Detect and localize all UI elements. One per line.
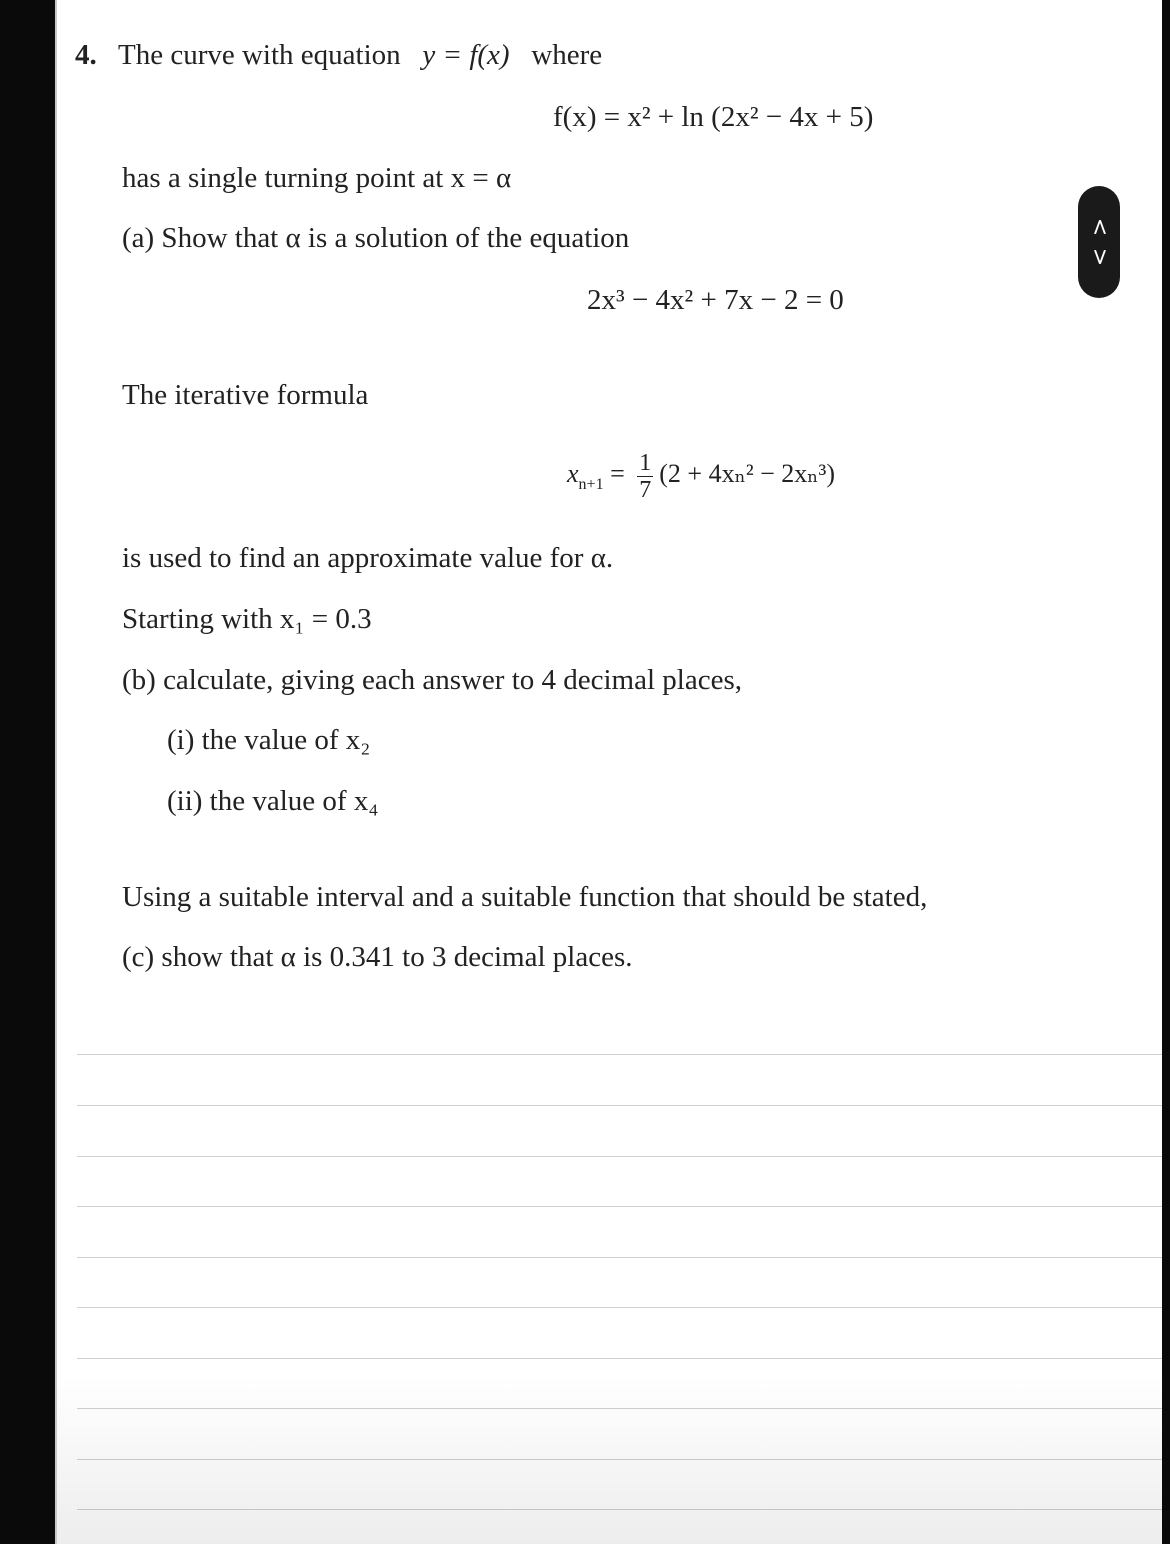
chevron-down-icon[interactable]: > [1087, 247, 1112, 267]
answer-line [77, 1156, 1162, 1157]
cubic-equation: 2x³ − 4x² + 7x − 2 = 0 [587, 284, 844, 316]
exam-page [55, 0, 1162, 1544]
iter-lhs-sub: n+1 [578, 476, 604, 493]
answer-line [77, 1054, 1162, 1055]
where-word: where [531, 39, 603, 71]
answer-line [77, 1408, 1162, 1409]
fraction-numerator: 1 [639, 449, 652, 476]
curve-equation: y = f(x) [422, 39, 510, 71]
question-number: 4. [75, 39, 97, 71]
answer-line [77, 1307, 1162, 1308]
starting-text: Starting with x₁ = 0.3 [122, 603, 372, 635]
turning-point-text: has a single turning point at x = α [122, 162, 512, 194]
part-c-text: (c) show that α is 0.341 to 3 decimal places. [122, 941, 633, 973]
iterative-formula [567, 444, 835, 504]
page-navigation[interactable] [1078, 186, 1120, 298]
fraction [637, 451, 653, 502]
part-a-text: (a) Show that α is a solution of the equation [122, 222, 630, 254]
iterative-intro: The iterative formula [122, 379, 369, 411]
fraction-denominator: 7 [639, 476, 652, 503]
interval-text: Using a suitable interval and a suitable function that should be stated, [122, 881, 928, 913]
answer-line [77, 1105, 1162, 1106]
iter-lhs: x [567, 459, 579, 488]
iter-equals: = [610, 459, 625, 488]
used-text: is used to find an approximate value for α. [122, 542, 614, 574]
iter-rhs: (2 + 4xₙ² − 2xₙ³) [659, 459, 835, 488]
chevron-up-icon[interactable]: < [1087, 217, 1112, 237]
answer-line [77, 1358, 1162, 1359]
part-b-i: (i) the value of x₂ [167, 724, 371, 756]
answer-line [77, 1257, 1162, 1258]
part-b-ii: (ii) the value of x₄ [167, 785, 379, 817]
question-intro: The curve with equation [117, 39, 401, 71]
part-b-text: (b) calculate, giving each answer to 4 decimal places, [122, 664, 743, 696]
function-definition: f(x) = x² + ln (2x² − 4x + 5) [553, 101, 874, 133]
answer-line [77, 1206, 1162, 1207]
answer-line [77, 1509, 1162, 1510]
question-line-1 [75, 38, 602, 72]
answer-line [77, 1459, 1162, 1460]
